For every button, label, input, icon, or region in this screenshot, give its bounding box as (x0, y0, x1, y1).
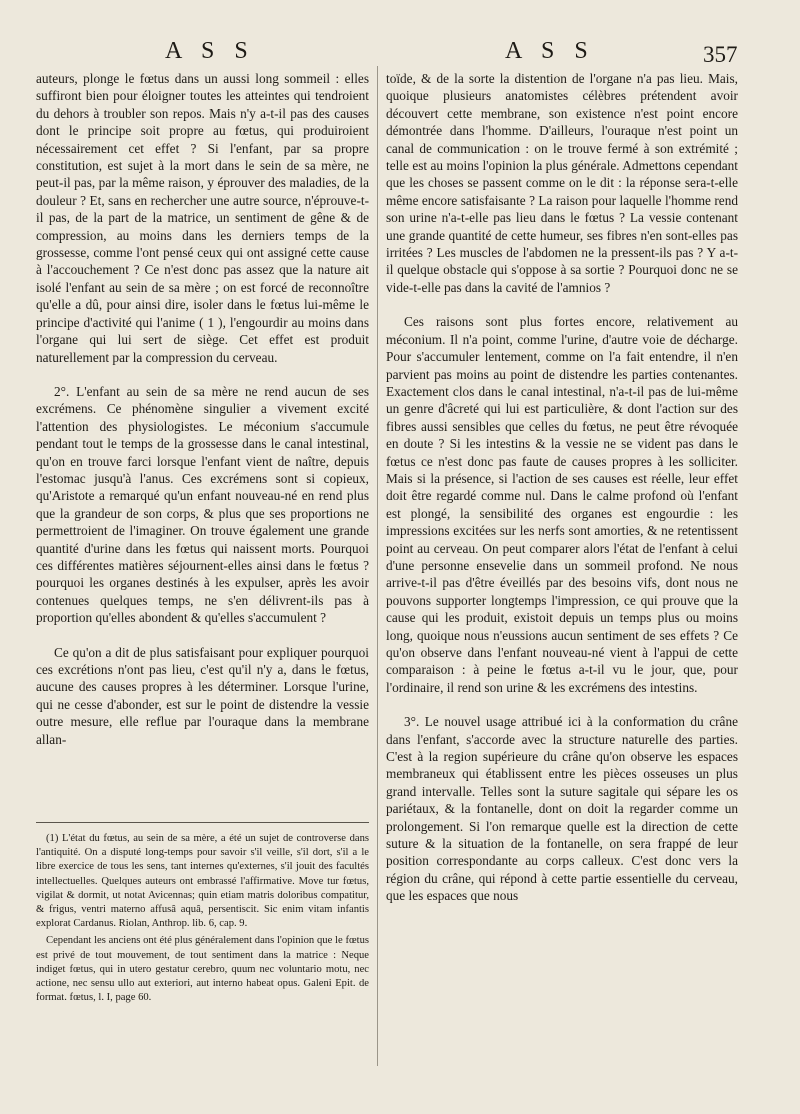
left-paragraph-1: auteurs, plonge le fœtus dans un aussi long sommeil : elles suffiront bien pour éloigner toutes les atteintes qui tendroient du dehors à troubler son repos. Mais n'y a-t-il pas des causes dont le principe soit propre au fœtus, qui produiroient nécessairement cet effet ? Si l'enfant, par sa propre constitution, est sujet à la mort dans le sein de sa mère, ne peut-il pas, par la même raison, y éprouver des maladies, de la douleur ? Et, sans en rechercher une autre source, n'éprouve-t-il pas, de la part de la matrice, un sentiment de gêne & de compression, au moins dans les derniers temps de la grossesse, comme l'ont pensé ceux qui ont assigné cette cause à l'accouchement ? Ce n'est donc pas assez que la nature ait isolé l'enfant au sein de sa mère ; on est forcé de reconnoître qu'elle a dû, pour ainsi dire, isoler dans le fœtus lui-même le principe d'activité qui l'anime ( 1 ), l'engourdir au moins dans l'organe qui lui sert de siège. Cet effet est produit naturellement par la compression du cerveau. (36, 71, 369, 365)
footnotes (36, 832, 369, 1008)
running-header-left: A S S (165, 38, 255, 64)
right-paragraph-1: toïde, & de la sorte la distention de l'organe n'a pas lieu. Mais, quoique plusieurs anatomistes célèbres prétendent avoir découvert cette membrane, son existence n'est point encore démontrée dans l'homme. D'ailleurs, l'ouraque n'est point un canal de communication : on le trouve fermé à son extrémité ; telle est au moins l'opinion la plus générale. Admettons cependant que les choses se passent comme on le dit : la réponse sera-t-elle même encore satisfaisante ? La raison pour laquelle l'homme rend son urine n'a-t-elle pas lieu dans le fœtus ? La vessie contenant une grande quantité de cette humeur, ses fibres n'en sont-elles pas irritées ? Les muscles de l'abdomen ne la pressent-ils pas ? Y a-t-il quelque obstacle qui s'oppose à sa sortie ? Pourquoi donc ne se vide-t-elle pas dans la cavité de l'amnios ? (386, 71, 738, 295)
column-divider (377, 66, 378, 1066)
footnote-rule (36, 822, 369, 823)
right-column (386, 70, 738, 905)
footnote-1: (1) L'état du fœtus, au sein de sa mère, a été un sujet de controverse dans l'antiquité. On a disputé long-temps pour savoir s'il veille, s'il dort, s'il a le libre exercice de tous les sens, tant internes qu'externes, s'il jouit des facultés intellectuelles. Quelques auteurs ont embrassé l'affirmative. Move tur fœtus, vigilat & dormit, ut notat Avicennas; quin etiam matris doloribus compatitur, & frigus, ventri materno affusâ aquâ, persentiscit. Sic enim vitam infantis explorat Cardanus. Riolan, Anthrop. lib. 6, cap. 9. (36, 833, 369, 930)
right-paragraph-3: 3°. Le nouvel usage attribué ici à la conformation du crâne dans l'enfant, s'accorde avec la structure naturelle des parties. C'est à la region supérieure du crâne qu'on observe les espaces membraneux qui établissent entre les pièces osseuses un plus grand intervalle. Telles sont la suture sagitale qui sépare les os pariétaux, & la fontanelle, dont on doit la regarder comme un prolongement. Si l'on remarque quelle est la direction de cette suture & la situation de la fontanelle, on sera frappé de leur position correspondante au corps calleux. C'est donc vers la région du crâne, qui répond à cette partie essentielle du cerveau, que les espaces que nous (386, 714, 738, 904)
left-paragraph-3: Ce qu'on a dit de plus satisfaisant pour expliquer pourquoi ces excrétions n'ont pas lieu, c'est qu'il n'y a, dans le fœtus, aucune des causes propres à les déterminer. Lorsque l'urine, qui ne cesse d'abonder, est sur le point de distendre la vessie outre mesure, elle reflue par l'ouraque dans la membrane allan- (36, 644, 369, 747)
running-header-right: A S S (505, 38, 595, 64)
page-number: 357 (703, 42, 738, 67)
left-column (36, 70, 369, 748)
footnote-2: Cependant les anciens ont été plus généralement dans l'opinion que le fœtus est privé de tout mouvement, de tout sentiment dans la matrice : Neque indiget fœtus, qui in utero gestatur cerebro, quum nec voluntario motu, nec actione, nec sensu ullo aut exteriori, aut interno habeat opus. Galeni Epit. de format. fœtus, l. I, page 60. (36, 935, 369, 1004)
left-paragraph-2: 2°. L'enfant au sein de sa mère ne rend aucun de ses excrémens. Ce phénomène singulier a vivement excité l'attention des physiologistes. Le méconium s'accumule pendant tout le temps de la grossesse dans le canal intestinal, qu'on en trouve farci lorsque l'enfant vient de naître, depuis l'estomac jusqu'à l'anus. Ces excrémens sont si copieux, qu'Aristote a remarqué qu'un enfant nouveau-né en rend plus que la grandeur de son corps, & plus que ses proportions ne permettroient de l'imaginer. On trouve également une grande quantité d'urine dans les fœtus qui naissent morts. Pourquoi ces différentes matières séjournent-elles ainsi dans le fœtus ? pourquoi les organes destinés à les expulser, après les avoir contenues quelques temps, ne s'en délivrent-ils pas à proportion qu'elles abondent & qu'elles s'accumulent ? (36, 383, 369, 626)
right-paragraph-2: Ces raisons sont plus fortes encore, relativement au méconium. Il n'a point, comme l'urine, d'autre voie de décharge. Pour s'accumuler lentement, comme on l'a fait entendre, il n'en parvient pas moins au point de distendre les parties contenantes. Exactement clos dans le canal intestinal, n'a-t-il pas de lui-même un genre d'âcreté qui lui est particulière, & dont l'action sur des fibres aussi sensibles que celles du fœtus, ne peut être révoquée en doute ? Si les intestins & la vessie ne se vident pas dans le fœtus ce n'est donc pas faute de causes propres à les solliciter. Mais si la présence, si l'action de ses causes est réelle, leur effet doit être regardé comme nul. Dans le calme profond où l'enfant est plongé, la sensibilité des organes est engourdie : les impressions excitées sur les nerfs sont amorties, & ne retentissent point au cerveau. On peut comparer alors l'état de l'enfant à celui d'une personne ensevelie dans un sommeil profond. Ne nous arrive-t-il pas d'être éveillés par des besoins vifs, dont nous ne pouvons supporter longtemps l'impression, ce qui prouve que la cause qui les produit, existoit depuis un temps plus ou moins long, quoique nous n'eussions aucun sentiment de ses effets ? Ce qu'on observe dans l'enfant nouveau-né vient à l'appui de cette comparaison : à peine le fœtus a-t-il vu le jour, que, pour l'ordinaire, il rend son urine & les excrémens des intestins. (386, 314, 738, 695)
